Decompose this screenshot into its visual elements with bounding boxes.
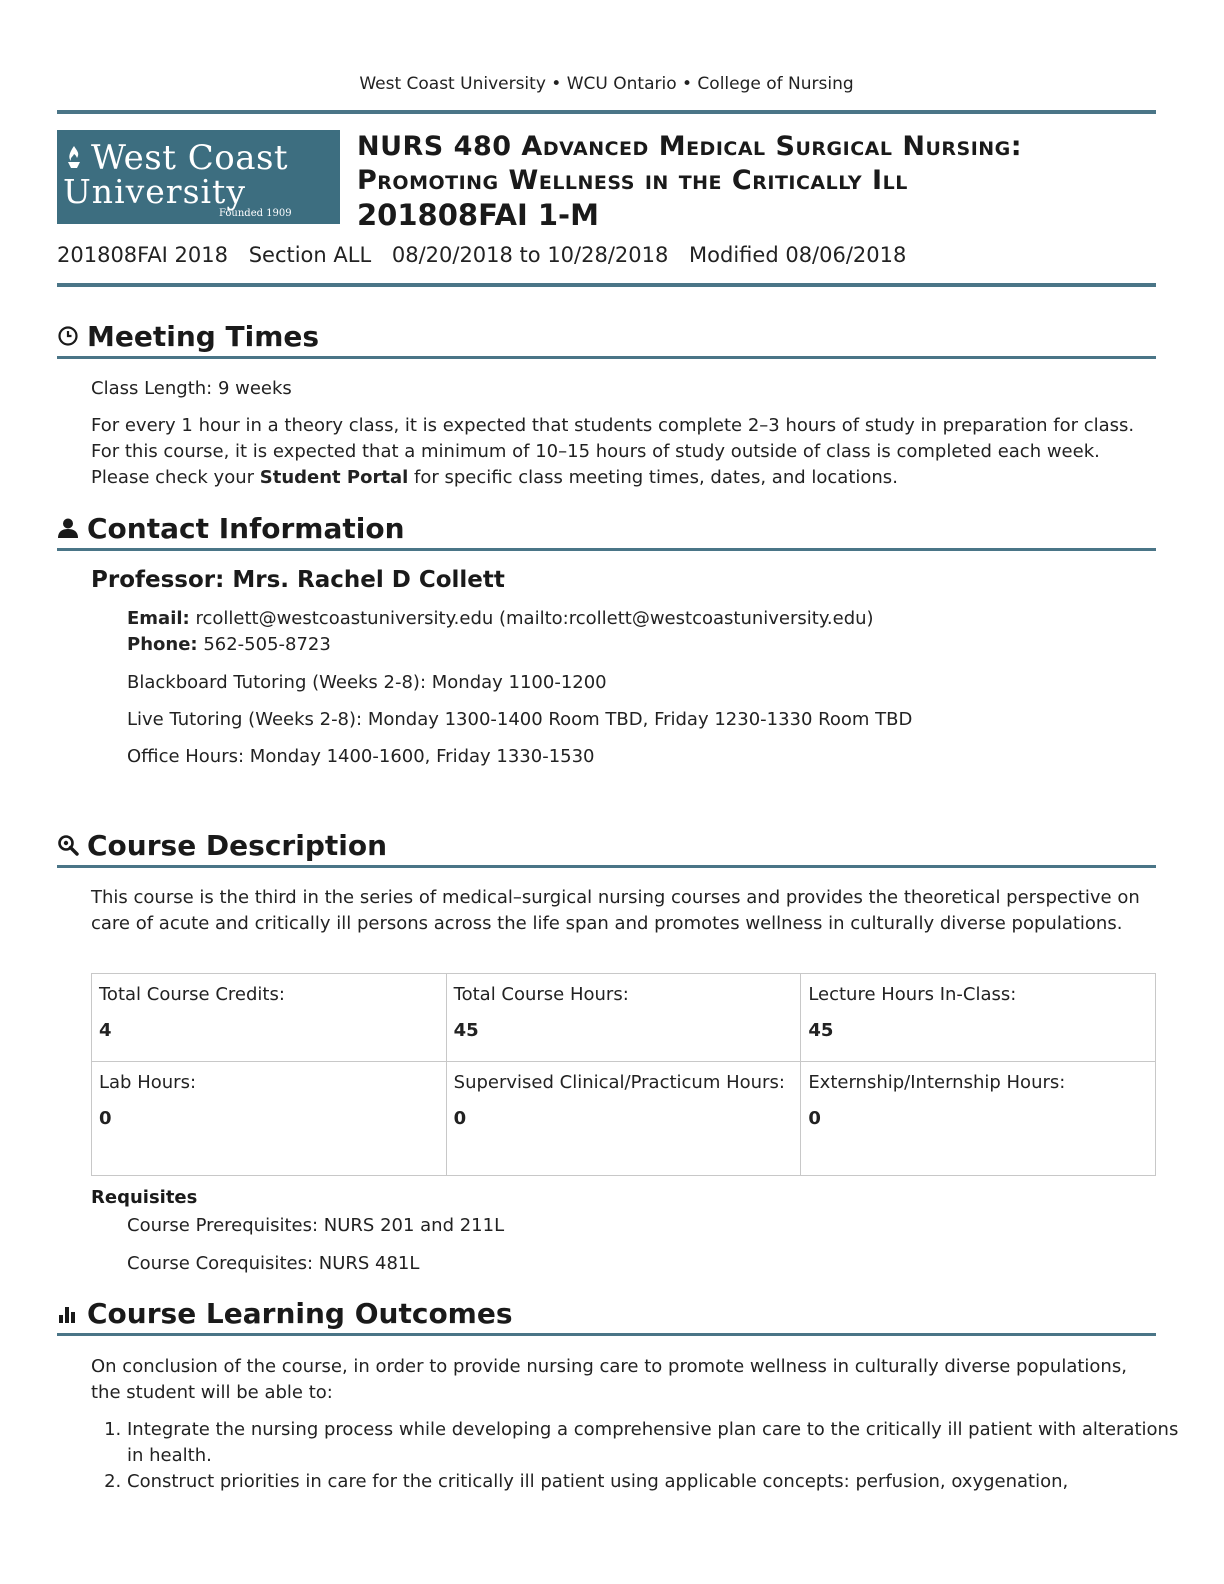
outcomes-list (91, 1417, 1192, 1495)
cell-label: Total Course Credits: (99, 984, 285, 1005)
cell-value: 45 (808, 1020, 834, 1041)
course-title-line-2: Promoting Wellness in the Critically Ill (357, 165, 908, 196)
meeting-times-section (57, 318, 1156, 359)
live-tutoring: Live Tutoring (Weeks 2-8): Monday 1300-1400 Room TBD, Friday 1230-1330 Room TBD (127, 709, 913, 730)
phone-value: 562-505-8723 (197, 634, 331, 655)
prerequisites: Course Prerequisites: NURS 201 and 211L (127, 1215, 505, 1236)
phone-label: Phone: (127, 634, 198, 655)
course-title (357, 130, 1156, 232)
phone-line (127, 632, 1156, 658)
section-rule (57, 356, 1156, 359)
credits-table (91, 973, 1156, 1176)
outcomes-heading-text: Course Learning Outcomes (87, 1297, 513, 1330)
email-line (127, 606, 1156, 632)
credits-cell (92, 1062, 447, 1176)
header-top-rule (57, 110, 1156, 114)
section-heading (57, 318, 1156, 356)
bar-chart-icon (57, 1296, 81, 1334)
cell-value: 0 (453, 1108, 467, 1129)
user-icon (57, 511, 81, 549)
cell-label: Total Course Hours: (453, 984, 629, 1005)
cell-value: 4 (99, 1020, 112, 1041)
professor-name: Professor: Mrs. Rachel D Collett (91, 567, 505, 593)
email-label: Email: (127, 608, 190, 629)
course-header (57, 130, 1156, 232)
meta-term: 201808FAI 2018 (57, 243, 228, 267)
header-bottom-rule (57, 283, 1156, 287)
contact-heading-text: Contact Information (87, 512, 405, 545)
meeting-text-a: For every 1 hour in a theory class, it is expected that students complete 2–3 hours of study in preparation for class. For this course, it is expected that a minimum of 10–15 hours of study outside of class is completed each week. Please check your (91, 415, 1135, 488)
cell-value: 0 (808, 1108, 821, 1129)
learning-outcomes-section (57, 1295, 1156, 1336)
list-item: 2. Construct priorities in care for the critically ill patient using applicable concepts: perfusion, oxygenation, (127, 1469, 1192, 1495)
course-title-line-1: NURS 480 Advanced Medical Surgical Nursing: (357, 131, 1023, 162)
meeting-heading-text: Meeting Times (87, 320, 320, 353)
section-rule (57, 548, 1156, 551)
course-section-code: 201808FAI 1-M (357, 198, 599, 232)
requisites-heading: Requisites (91, 1187, 198, 1208)
cell-label: Lecture Hours In-Class: (808, 984, 1017, 1005)
blackboard-tutoring: Blackboard Tutoring (Weeks 2-8): Monday 1100-1200 (127, 672, 607, 693)
credits-cell (801, 1062, 1156, 1176)
clock-icon (57, 319, 81, 357)
section-rule (57, 1333, 1156, 1336)
email-value[interactable]: rcollett@westcoastuniversity.edu (mailto:rcollett@westcoastuniversity.edu) (189, 608, 874, 629)
logo-founded: Founded 1909 (219, 208, 292, 219)
course-meta (57, 243, 920, 267)
logo-line-1: West Coast (91, 138, 289, 178)
cell-label: Lab Hours: (99, 1072, 197, 1093)
credits-cell (446, 974, 801, 1062)
meeting-text-b: for specific class meeting times, dates, and locations. (408, 467, 898, 488)
section-heading (57, 510, 1156, 548)
corequisites: Course Corequisites: NURS 481L (127, 1253, 420, 1274)
meta-dates: 08/20/2018 to 10/28/2018 (391, 243, 669, 267)
logo-line-2: University (63, 172, 246, 211)
table-row (92, 974, 1156, 1062)
meeting-paragraph (91, 413, 1156, 491)
cell-label: Externship/Internship Hours: (808, 1072, 1066, 1093)
cell-label: Supervised Clinical/Practicum Hours: (453, 1072, 785, 1093)
description-heading-text: Course Description (87, 829, 388, 862)
section-heading (57, 827, 1156, 865)
torch-icon (63, 144, 85, 170)
cell-value: 0 (99, 1108, 112, 1129)
outcomes-intro: On conclusion of the course, in order to provide nursing care to promote wellness in culturally diverse populations, the student will be able to: (91, 1356, 1127, 1403)
cell-value: 45 (453, 1020, 479, 1041)
meta-modified: Modified 08/06/2018 (689, 243, 907, 267)
institution-breadcrumb: West Coast University • WCU Ontario • College of Nursing (359, 74, 854, 94)
section-rule (57, 865, 1156, 868)
meta-section: Section ALL (248, 243, 372, 267)
student-portal-text: Student Portal (259, 467, 409, 488)
university-logo (57, 130, 340, 224)
credits-cell (92, 974, 447, 1062)
course-description-section (57, 827, 1156, 868)
section-heading (57, 1295, 1156, 1333)
list-item: 1. Integrate the nursing process while developing a comprehensive plan care to the critically ill patient with alterations in health. (127, 1417, 1192, 1469)
contact-section (57, 510, 1156, 551)
description-text: This course is the third in the series of medical–surgical nursing courses and provides the theoretical perspective on care of acute and critically ill persons across the life span and promotes wellness in culturally diverse populations. (91, 887, 1140, 934)
office-hours: Office Hours: Monday 1400-1600, Friday 1330-1530 (127, 746, 595, 767)
table-row (92, 1062, 1156, 1176)
credits-cell (801, 974, 1156, 1062)
class-length: Class Length: 9 weeks (91, 378, 292, 399)
credits-cell (446, 1062, 801, 1176)
magnifier-icon (57, 828, 81, 866)
